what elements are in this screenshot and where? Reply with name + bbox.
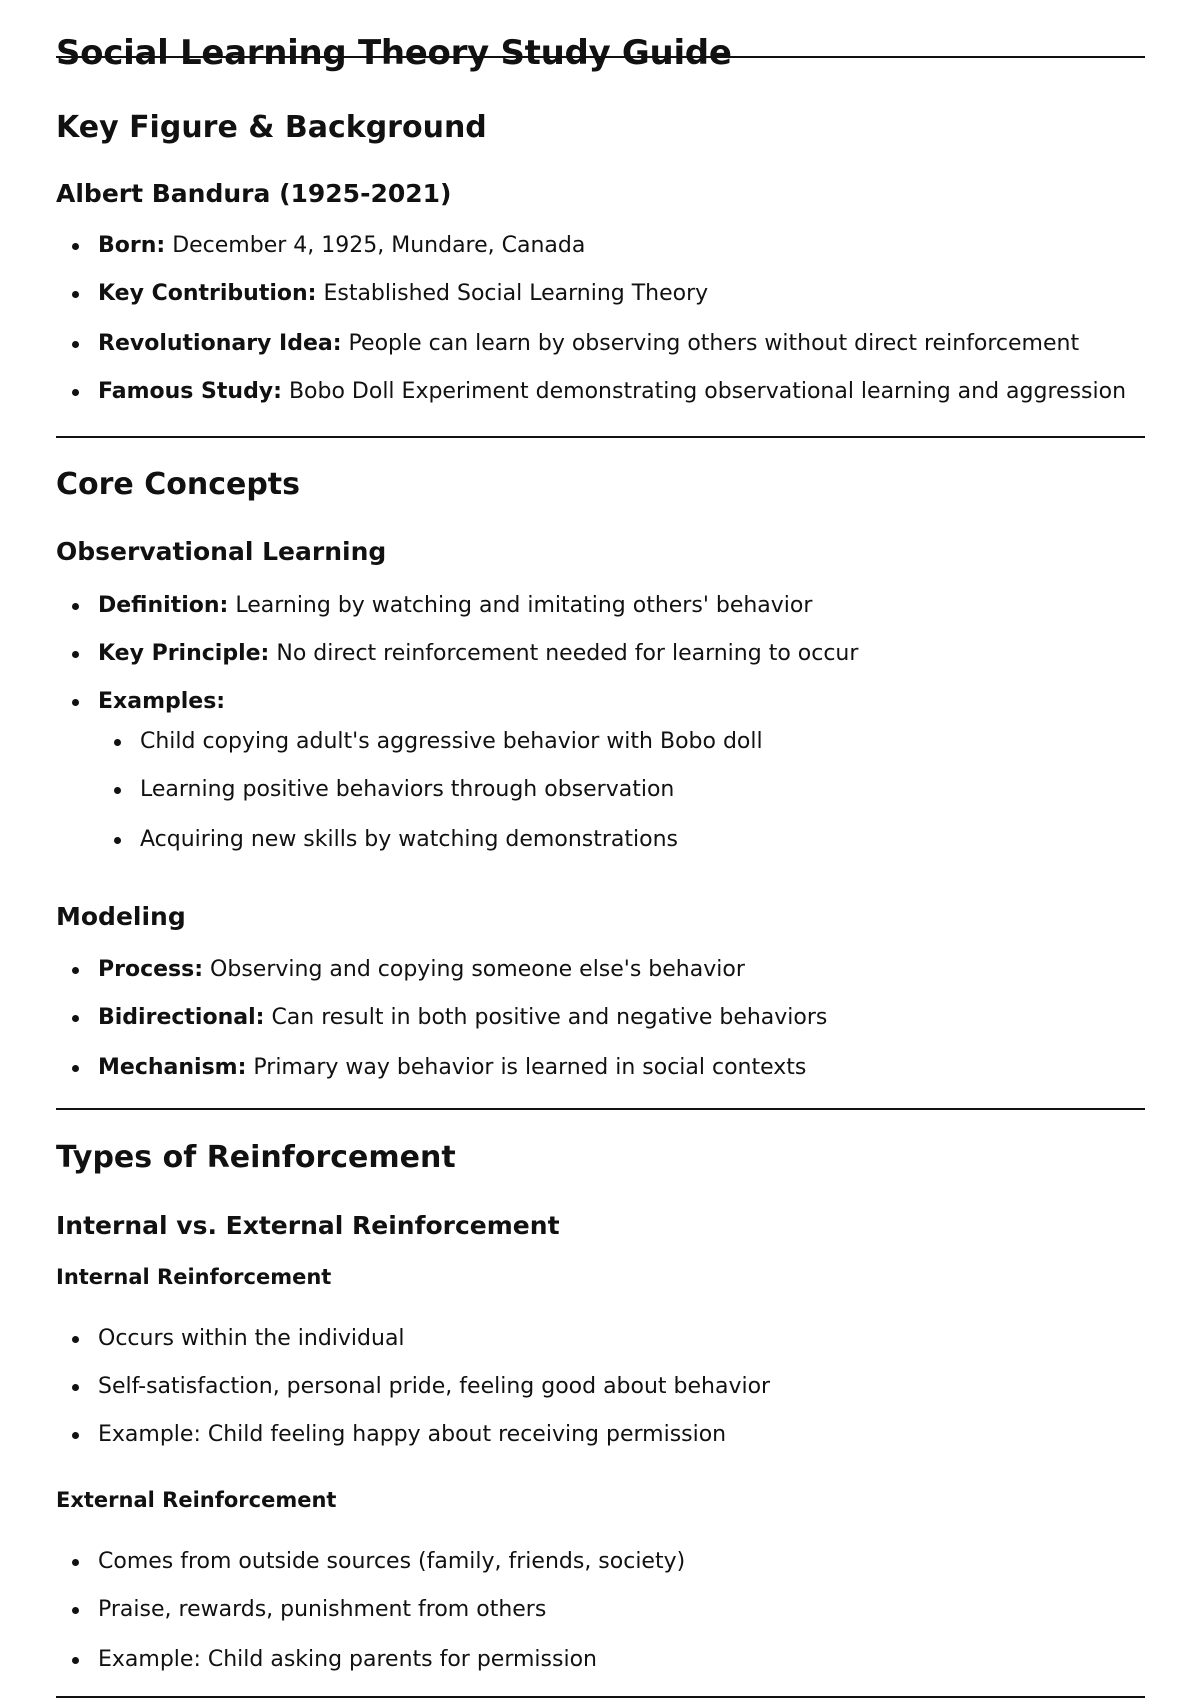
item-label: Bidirectional: <box>98 1005 265 1030</box>
list-item: Example: Child feeling happy about receiving permission <box>98 1422 770 1448</box>
item-text: No direct reinforcement needed for learning to occur <box>276 641 859 666</box>
list-item <box>98 1055 827 1081</box>
list-item: Self-satisfaction, personal pride, feeling good about behavior <box>98 1374 771 1399</box>
list-item <box>98 957 827 983</box>
subheading-internal-reinforcement: Internal Reinforcement <box>56 1265 332 1289</box>
examples-sublist <box>98 729 858 853</box>
list-item <box>98 593 858 619</box>
item-text: Primary way behavior is learned in social contexts <box>253 1055 807 1080</box>
item-label: Definition: <box>98 593 229 618</box>
subheading-albert-bandura: Albert Bandura (1925-2021) <box>56 179 452 208</box>
list-item <box>98 233 1126 259</box>
sublist-item: Child copying adult's aggressive behavior with Bobo doll <box>140 729 858 755</box>
subheading-modeling: Modeling <box>56 902 186 931</box>
internal-reinforcement-list <box>98 1326 770 1448</box>
section-heading-reinforcement: Types of Reinforcement <box>56 1140 456 1175</box>
item-label: Mechanism: <box>98 1055 247 1080</box>
section-divider <box>56 1696 1145 1698</box>
sublist-item: Acquiring new skills by watching demonstrations <box>140 827 858 853</box>
list-item: Example: Child asking parents for permission <box>98 1647 685 1673</box>
page-title: Social Learning Theory Study Guide <box>56 33 732 73</box>
section-heading-core-concepts: Core Concepts <box>56 467 300 502</box>
list-item: Occurs within the individual <box>98 1326 770 1352</box>
observational-learning-list <box>98 593 858 853</box>
item-label: Revolutionary Idea: <box>98 331 342 356</box>
item-label: Key Principle: <box>98 641 270 666</box>
item-text: December 4, 1925, Mundare, Canada <box>172 233 586 258</box>
item-text: Learning by watching and imitating others' behavior <box>235 593 813 618</box>
sublist-item: Learning positive behaviors through observation <box>140 777 858 803</box>
external-reinforcement-list <box>98 1549 685 1673</box>
item-label: Examples: <box>98 689 226 714</box>
section-divider <box>56 1108 1145 1110</box>
title-block <box>56 28 1145 86</box>
item-text: Established Social Learning Theory <box>323 281 709 306</box>
section-divider <box>56 436 1145 438</box>
item-label: Born: <box>98 233 166 258</box>
item-label: Key Contribution: <box>98 281 317 306</box>
subheading-observational-learning: Observational Learning <box>56 537 387 566</box>
item-label: Famous Study: <box>98 379 282 404</box>
list-item <box>98 379 1126 405</box>
item-text: Can result in both positive and negative behaviors <box>271 1005 828 1030</box>
item-text: Bobo Doll Experiment demonstrating observational learning and aggression <box>288 379 1127 404</box>
list-item <box>98 331 1126 357</box>
list-item: Praise, rewards, punishment from others <box>98 1597 685 1623</box>
list-item <box>98 281 1126 307</box>
subheading-internal-vs-external: Internal vs. External Reinforcement <box>56 1211 560 1240</box>
list-item <box>98 641 858 667</box>
item-label: Process: <box>98 957 204 982</box>
list-item <box>98 689 858 853</box>
item-text: Observing and copying someone else's behavior <box>210 957 745 982</box>
item-text: People can learn by observing others without direct reinforcement <box>348 331 1080 356</box>
list-item: Comes from outside sources (family, friends, society) <box>98 1549 686 1574</box>
key-figure-list <box>98 233 1126 405</box>
list-item <box>98 1005 827 1031</box>
modeling-list <box>98 957 827 1081</box>
subheading-external-reinforcement: External Reinforcement <box>56 1488 337 1512</box>
section-heading-key-figure: Key Figure & Background <box>56 110 487 145</box>
